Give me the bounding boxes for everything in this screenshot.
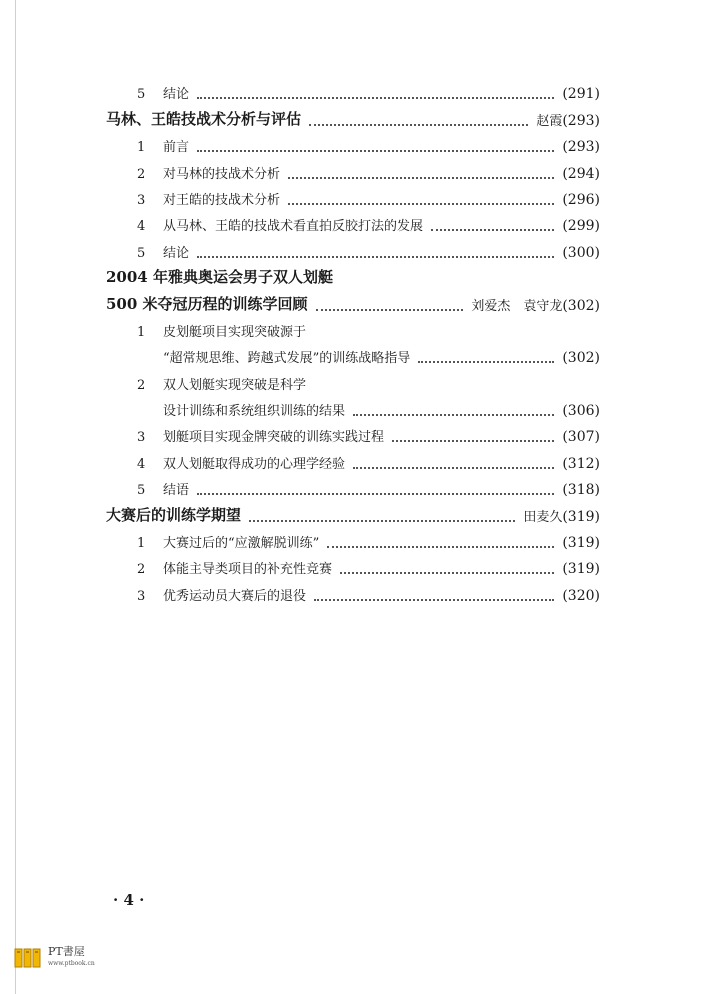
toc-entry bbox=[106, 182, 600, 208]
toc-entry-title: 对马林的技战术分析 bbox=[163, 166, 281, 182]
toc-entry-page: (302) bbox=[562, 297, 600, 314]
toc-entry-title: 设计训练和系统组织训练的结果 bbox=[163, 404, 346, 420]
toc-entry-page: (302) bbox=[562, 350, 600, 367]
toc-entry-title: 大赛过后的“应激解脱训练” bbox=[163, 536, 320, 552]
leader-dots bbox=[431, 217, 554, 231]
table-of-contents bbox=[106, 76, 600, 604]
toc-entry bbox=[106, 287, 600, 313]
toc-entry bbox=[106, 155, 600, 181]
toc-entry-title: 结论 bbox=[163, 87, 190, 103]
toc-entry-number: 2 bbox=[137, 166, 146, 182]
toc-entry-title: 优秀运动员大赛后的退役 bbox=[163, 588, 307, 604]
toc-entry bbox=[106, 366, 600, 392]
toc-entry-page: (291) bbox=[562, 86, 600, 103]
leader-dots bbox=[249, 508, 515, 522]
toc-entry-number: 2 bbox=[137, 562, 146, 578]
toc-entry-number: 5 bbox=[137, 87, 146, 103]
toc-entry-number: 4 bbox=[137, 456, 146, 472]
toc-entry-title: 大赛后的训练学期望 bbox=[106, 505, 242, 524]
leader-dots bbox=[392, 428, 554, 442]
toc-entry-page: (320) bbox=[562, 587, 600, 604]
toc-entry-page: (293) bbox=[562, 139, 600, 156]
toc-entry-number: 1 bbox=[137, 324, 146, 340]
toc-entry bbox=[106, 393, 600, 419]
toc-entry bbox=[106, 314, 600, 340]
toc-entry-title: 体能主导类项目的补充性竞赛 bbox=[163, 562, 333, 578]
leader-dots bbox=[288, 191, 554, 205]
toc-entry-title: 结论 bbox=[163, 245, 190, 261]
leader-dots bbox=[309, 112, 528, 126]
leader-dots bbox=[316, 297, 464, 311]
toc-entry-title: “超常规思维、跨越式发展”的训练战略指导 bbox=[163, 351, 411, 367]
toc-entry-page: (296) bbox=[562, 191, 600, 208]
leader-dots bbox=[353, 402, 554, 416]
toc-entry-page: (312) bbox=[562, 455, 600, 472]
toc-entry-page: (319) bbox=[562, 508, 600, 525]
book-logo-icon bbox=[14, 946, 42, 970]
toc-entry bbox=[106, 577, 600, 603]
leader-dots bbox=[314, 587, 554, 601]
toc-entry-title: 对王皓的技战术分析 bbox=[163, 192, 281, 208]
toc-entry-title: 皮划艇项目实现突破源于 bbox=[163, 324, 307, 340]
toc-entry-number: 5 bbox=[137, 245, 146, 261]
leader-dots bbox=[340, 560, 554, 574]
toc-entry-number: 1 bbox=[137, 140, 146, 156]
toc-entry bbox=[106, 234, 600, 260]
watermark-url: www.ptbook.cn bbox=[48, 960, 95, 967]
leader-dots bbox=[197, 481, 554, 495]
toc-entry-number: 1 bbox=[137, 536, 146, 552]
toc-entry bbox=[106, 551, 600, 577]
toc-entry bbox=[106, 445, 600, 471]
toc-entry-title: 双人划艇取得成功的心理学经验 bbox=[163, 456, 346, 472]
leader-dots bbox=[288, 165, 554, 179]
toc-entry-number: 3 bbox=[137, 192, 146, 208]
toc-entry bbox=[106, 472, 600, 498]
watermark bbox=[14, 946, 95, 970]
toc-entry-author: 赵霞 bbox=[536, 113, 563, 129]
toc-entry-title: 500 米夺冠历程的训练学回顾 bbox=[106, 294, 308, 313]
toc-entry-title: 马林、王皓技战术分析与评估 bbox=[106, 109, 302, 128]
toc-entry-page: (293) bbox=[562, 112, 600, 129]
toc-entry bbox=[106, 261, 600, 287]
scan-binding-edge bbox=[15, 0, 16, 994]
page-number: · 4 · bbox=[113, 891, 145, 909]
toc-entry bbox=[106, 76, 600, 102]
toc-entry-number: 5 bbox=[137, 483, 146, 499]
toc-entry-page: (300) bbox=[562, 244, 600, 261]
leader-dots bbox=[197, 244, 554, 258]
toc-entry-title: 划艇项目实现金牌突破的训练实践过程 bbox=[163, 430, 385, 446]
leader-dots bbox=[418, 349, 554, 363]
toc-entry bbox=[106, 129, 600, 155]
leader-dots bbox=[353, 455, 554, 469]
toc-entry-number: 4 bbox=[137, 219, 146, 235]
toc-entry-author: 刘爱杰 袁守龙 bbox=[471, 298, 563, 314]
toc-entry bbox=[106, 498, 600, 524]
toc-entry-page: (306) bbox=[562, 403, 600, 420]
toc-entry-number: 3 bbox=[137, 588, 146, 604]
toc-entry-page: (307) bbox=[562, 429, 600, 446]
toc-entry-page: (319) bbox=[562, 561, 600, 578]
toc-entry bbox=[106, 102, 600, 128]
toc-entry-page: (318) bbox=[562, 482, 600, 499]
toc-entry bbox=[106, 419, 600, 445]
toc-entry-number: 3 bbox=[137, 430, 146, 446]
toc-entry-page: (319) bbox=[562, 535, 600, 552]
toc-entry-author: 田麦久 bbox=[523, 509, 563, 525]
toc-entry-page: (294) bbox=[562, 165, 600, 182]
toc-entry-number: 2 bbox=[137, 377, 146, 393]
toc-entry bbox=[106, 525, 600, 551]
watermark-text bbox=[48, 946, 95, 970]
toc-entry-title: 双人划艇实现突破是科学 bbox=[163, 377, 307, 393]
leader-dots bbox=[197, 85, 554, 99]
leader-dots bbox=[197, 138, 554, 152]
toc-entry-title: 前言 bbox=[163, 140, 190, 156]
toc-entry-title: 2004 年雅典奥运会男子双人划艇 bbox=[106, 268, 333, 287]
toc-entry-title: 结语 bbox=[163, 483, 190, 499]
watermark-title: PT書屋 bbox=[48, 945, 85, 958]
toc-entry bbox=[106, 340, 600, 366]
toc-entry-title: 从马林、王皓的技战术看直拍反胶打法的发展 bbox=[163, 219, 424, 235]
leader-dots bbox=[327, 534, 554, 548]
toc-entry bbox=[106, 208, 600, 234]
toc-entry-page: (299) bbox=[562, 218, 600, 235]
